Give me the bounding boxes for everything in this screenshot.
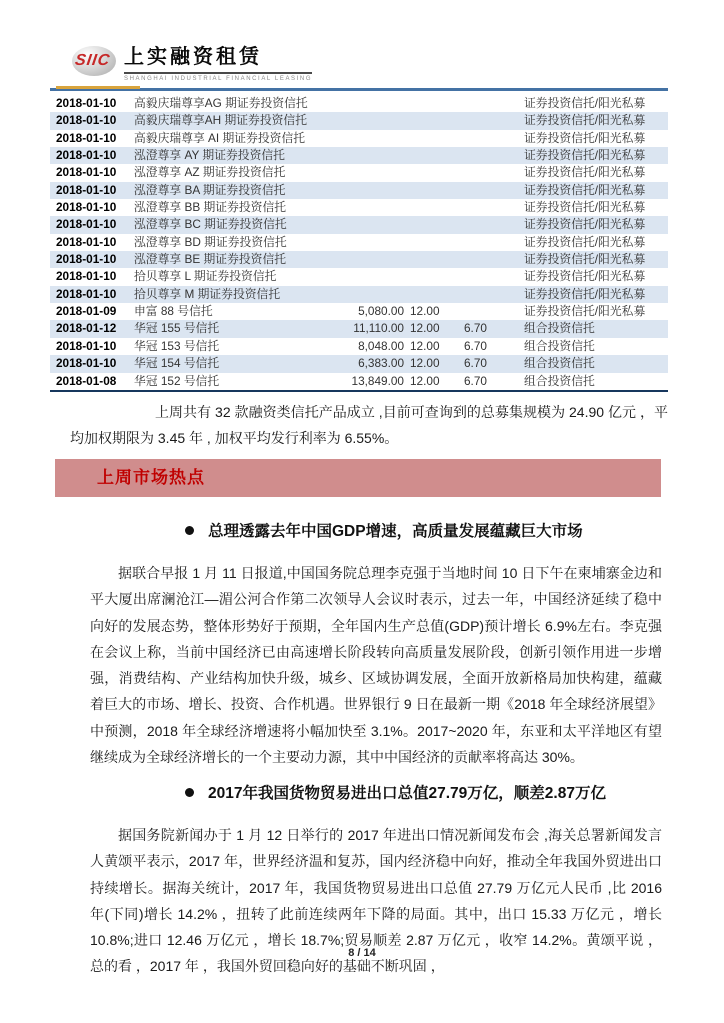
table-row xyxy=(50,182,668,199)
table-row xyxy=(50,268,668,285)
company-logo xyxy=(72,40,312,82)
cell-term xyxy=(408,216,462,233)
cell-amount: 5,080.00 xyxy=(358,304,404,319)
cell-amount xyxy=(335,268,408,285)
cell-date: 2018-01-10 xyxy=(56,148,117,163)
table-row xyxy=(50,355,668,372)
cell-rate xyxy=(462,182,522,199)
cell-rate xyxy=(462,286,522,303)
cell-date: 2018-01-10 xyxy=(56,96,117,110)
cell-rate: 6.70 xyxy=(464,338,487,353)
cell-name: 拾贝尊享 M 期证券投资信托 xyxy=(134,286,281,301)
cell-type: 组合投资信托 xyxy=(524,356,595,371)
cell-term xyxy=(408,199,462,216)
cell-term: 12.00 xyxy=(410,304,440,319)
cell-type: 证券投资信托/阳光私募 xyxy=(524,200,646,215)
cell-amount xyxy=(335,199,408,216)
cell-term xyxy=(408,286,462,303)
cell-date: 2018-01-10 xyxy=(56,252,117,267)
cell-name: 申富 88 号信托 xyxy=(134,304,213,319)
cell-date: 2018-01-09 xyxy=(56,304,117,319)
cell-amount xyxy=(335,216,408,233)
article-2-headline-text: 2017年我国货物贸易进出口总值27.79万亿，顺差2.87万亿 xyxy=(208,785,606,802)
cell-amount: 11,110.00 xyxy=(353,321,404,336)
cell-date: 2018-01-08 xyxy=(56,373,117,388)
cell-type: 组合投资信托 xyxy=(524,338,595,353)
cell-date: 2018-01-10 xyxy=(56,338,117,353)
cell-rate xyxy=(462,147,522,164)
cell-name: 高毅庆瑞尊享AH 期证券投资信托 xyxy=(134,113,308,128)
cell-rate xyxy=(462,216,522,233)
cell-term: 12.00 xyxy=(410,356,440,371)
cell-name: 泓澄尊享 AZ 期证券投资信托 xyxy=(134,165,286,180)
cell-term xyxy=(408,130,462,147)
cell-date: 2018-01-10 xyxy=(56,286,117,301)
cell-rate xyxy=(462,199,522,216)
table-row xyxy=(50,164,668,181)
cell-type: 证券投资信托/阳光私募 xyxy=(524,165,646,180)
table-row xyxy=(50,199,668,216)
cell-amount xyxy=(335,234,408,251)
cell-type: 证券投资信托/阳光私募 xyxy=(524,269,646,284)
cell-type: 证券投资信托/阳光私募 xyxy=(524,130,646,145)
cell-term: 12.00 xyxy=(410,321,440,336)
cell-amount: 8,048.00 xyxy=(358,338,404,353)
cell-type: 证券投资信托/阳光私募 xyxy=(524,286,646,301)
cell-name: 高毅庆瑞尊享AG 期证券投资信托 xyxy=(134,96,308,110)
cell-rate xyxy=(462,303,522,320)
cell-name: 拾贝尊享 L 期证券投资信托 xyxy=(134,269,277,284)
cell-amount xyxy=(335,164,408,181)
cell-date: 2018-01-10 xyxy=(56,234,117,249)
header-divider-gold-segment xyxy=(56,86,140,89)
cell-rate xyxy=(462,164,522,181)
cell-rate xyxy=(462,112,522,129)
cell-rate xyxy=(462,251,522,268)
article-1-headline-text: 总理透露去年中国GDP增速，高质量发展蕴藏巨大市场 xyxy=(208,523,583,540)
table-row xyxy=(50,130,668,147)
article-2-headline xyxy=(185,781,606,803)
cell-name: 泓澄尊享 AY 期证券投资信托 xyxy=(134,148,285,163)
cell-name: 泓澄尊享 BA 期证券投资信托 xyxy=(134,182,286,197)
page-number: 8 / 14 xyxy=(348,947,376,959)
cell-type: 证券投资信托/阳光私募 xyxy=(524,234,646,249)
logo-text-block xyxy=(124,40,312,82)
table-row xyxy=(50,251,668,268)
cell-amount xyxy=(335,251,408,268)
cell-rate: 6.70 xyxy=(464,373,487,388)
cell-rate xyxy=(462,234,522,251)
cell-name: 泓澄尊享 BE 期证券投资信托 xyxy=(134,252,287,267)
cell-date: 2018-01-10 xyxy=(56,200,117,215)
cell-rate xyxy=(462,95,522,112)
table-row xyxy=(50,338,668,355)
cell-amount xyxy=(335,112,408,129)
cell-term xyxy=(408,95,462,112)
cell-amount xyxy=(335,182,408,199)
cell-amount: 6,383.00 xyxy=(358,356,404,371)
header-divider xyxy=(50,88,668,91)
cell-term: 12.00 xyxy=(410,373,440,388)
cell-name: 泓澄尊享 BD 期证券投资信托 xyxy=(134,234,287,249)
weekly-summary-text: 上周共有 32 款融资类信托产品成立 ,目前可查询到的总募集规模为 24.90 亿元 ，平均加权期限为 3.45 年 , 加权平均发行利率为 6.55%。 xyxy=(70,404,668,446)
section-title: 上周市场热点 xyxy=(97,468,205,487)
cell-type: 证券投资信托/阳光私募 xyxy=(524,217,646,232)
article-1-body: 据联合早报 1 月 11 日报道,中国国务院总理李克强于当地时间 10 日下午在柬埔寨金边和平大厦出席澜沧江—湄公河合作第二次领导人会议时表示，过去一年，中国经济延续了稳中向好的发展态势，整体形势好于预期，全年国内生产总值(GDP)预计增长 6.9%左右。李克强在会议上称，当前中国经济已由高速增长阶段转向高质量发展阶段，创新引领作用进一步增强，消费结构、产业结构加快升级，城乡、区域协调发展，全面开放新格局加快构建，蕴藏着巨大的市场、增长、投资、合作机遇。世界银行 9 日在最新一期《2018 年全球经济展望》中预测，2018 年全球经济增速将小幅加快至 3.1%。2017~2020 年，东亚和太平洋地区有望继续成为全球经济增长的一个主要动力源，其中中国经济的贡献率将高达 30%。 xyxy=(90,565,662,766)
cell-term xyxy=(408,164,462,181)
article-2-body: 据国务院新闻办于 1 月 12 日举行的 2017 年进出口情况新闻发布会 ,海关总署新闻发言人黄颂平表示，2017 年，世界经济温和复苏，国内经济稳中向好，推动全年我国外贸进出口持续增长。据海关统计，2017 年，我国货物贸易进出口总值 27.79 万亿元人民币 ,比 2016 年(下同)增长 14.2% ，扭转了此前连续两年下降的局面。其中，出口 15.33 万亿元 ，增长 10.8%;进口 12.46 万亿元 ，增长 18.7%;贸易顺差 2.87 万亿元 ，收窄 14.2%。黄颂平说 ，总的看 ，2017 年 ，我国外贸回稳向好的基础不断巩固 ， xyxy=(90,827,662,975)
table-row xyxy=(50,373,668,390)
cell-type: 证券投资信托/阳光私募 xyxy=(524,304,646,319)
cell-amount xyxy=(335,286,408,303)
cell-rate xyxy=(462,268,522,285)
table-row xyxy=(50,303,668,320)
cell-name: 华冠 154 号信托 xyxy=(134,356,220,371)
bullet-icon xyxy=(185,526,194,535)
cell-date: 2018-01-12 xyxy=(56,321,117,336)
cell-term xyxy=(408,182,462,199)
cell-name: 泓澄尊享 BC 期证券投资信托 xyxy=(134,217,287,232)
cell-amount: 13,849.00 xyxy=(351,373,404,388)
cell-term xyxy=(408,147,462,164)
cell-date: 2018-01-10 xyxy=(56,130,117,145)
company-name-en: SHANGHAI INDUSTRIAL FINANCIAL LEASING xyxy=(124,76,313,82)
cell-date: 2018-01-10 xyxy=(56,356,117,371)
siic-logo-text: SIIC xyxy=(73,52,112,69)
cell-date: 2018-01-10 xyxy=(56,165,117,180)
cell-date: 2018-01-10 xyxy=(56,182,117,197)
table-row xyxy=(50,95,668,112)
cell-type: 组合投资信托 xyxy=(524,373,595,388)
cell-name: 华冠 155 号信托 xyxy=(134,321,220,336)
cell-type: 证券投资信托/阳光私募 xyxy=(524,113,646,128)
cell-date: 2018-01-10 xyxy=(56,113,117,128)
table-row xyxy=(50,286,668,303)
cell-term xyxy=(408,251,462,268)
company-name-cn: 上实融资租赁 xyxy=(124,40,312,74)
cell-amount xyxy=(335,147,408,164)
table-row xyxy=(50,216,668,233)
section-header-bar xyxy=(55,459,661,497)
cell-type: 证券投资信托/阳光私募 xyxy=(524,252,646,267)
cell-rate: 6.70 xyxy=(464,356,487,371)
cell-amount xyxy=(335,95,408,112)
cell-name: 高毅庆瑞尊享 AI 期证券投资信托 xyxy=(134,130,306,145)
table-row xyxy=(50,234,668,251)
article-1-headline xyxy=(185,519,583,541)
trust-products-table xyxy=(50,95,668,392)
cell-type: 组合投资信托 xyxy=(524,321,595,336)
cell-term xyxy=(408,112,462,129)
cell-date: 2018-01-10 xyxy=(56,217,117,232)
trust-table-body xyxy=(50,95,668,390)
cell-rate: 6.70 xyxy=(464,321,487,336)
cell-name: 华冠 153 号信托 xyxy=(134,338,220,353)
cell-name: 泓澄尊享 BB 期证券投资信托 xyxy=(134,200,287,215)
cell-term xyxy=(408,268,462,285)
cell-term xyxy=(408,234,462,251)
siic-sphere-icon xyxy=(72,46,116,76)
cell-term: 12.00 xyxy=(410,338,440,353)
cell-date: 2018-01-10 xyxy=(56,269,117,284)
cell-type: 证券投资信托/阳光私募 xyxy=(524,182,646,197)
cell-type: 证券投资信托/阳光私募 xyxy=(524,148,646,163)
table-row xyxy=(50,147,668,164)
bullet-icon xyxy=(185,788,194,797)
table-row xyxy=(50,320,668,337)
cell-rate xyxy=(462,130,522,147)
table-row xyxy=(50,112,668,129)
cell-amount xyxy=(335,130,408,147)
cell-type: 证券投资信托/阳光私募 xyxy=(524,96,646,110)
cell-name: 华冠 152 号信托 xyxy=(134,373,220,388)
